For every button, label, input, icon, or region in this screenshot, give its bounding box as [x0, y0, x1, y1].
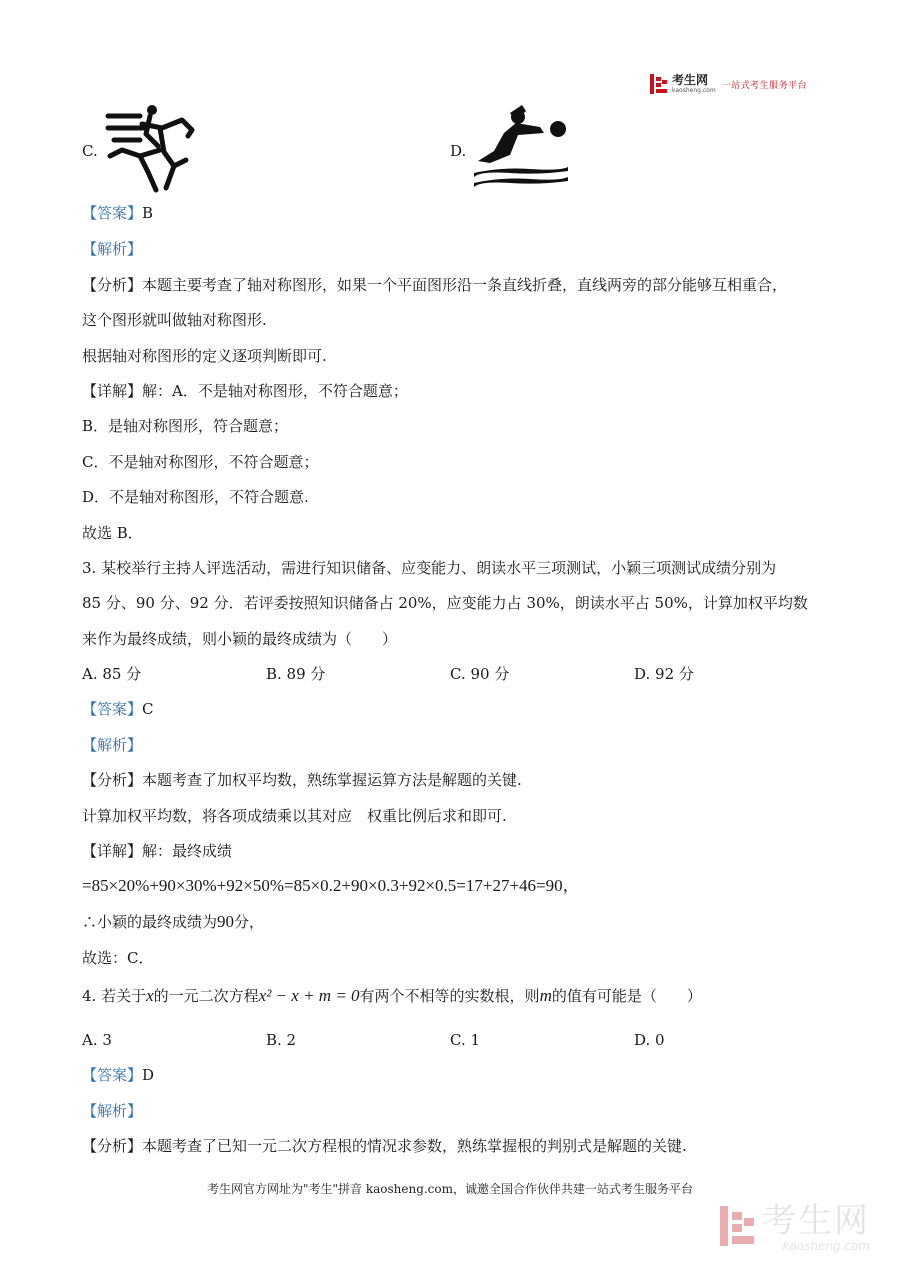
- watermark-logo-icon: [720, 1206, 756, 1250]
- q2-detail-a: [82, 381, 408, 401]
- q4-mid1: 的一元二次方程: [153, 987, 259, 1005]
- q2-answer: [82, 203, 153, 223]
- q2-detail-b: B．是轴对称图形，符合题意；: [82, 417, 289, 435]
- therefore-post: 分，: [234, 913, 265, 931]
- q2-option-d-label: D.: [450, 142, 467, 160]
- detail-tag: 【详解】: [82, 842, 143, 860]
- q2-method: 根据轴对称图形的定义逐项判断即可.: [82, 347, 327, 365]
- therefore-pre: ∴小颖的最终成绩为: [82, 913, 218, 931]
- q3-stem-line1: 3. 某校举行主持人评选活动，需进行知识储备、应变能力、朗读水平三项测试，小颖三项测试成绩分别为: [82, 559, 777, 577]
- q3-stem-line2: 85 分、90 分、92 分．若评委按照知识储备占 20%，应变能力占 30%，朗读水平占 50%，计算加权平均数: [82, 594, 808, 612]
- q3-formula: =85×20%+90×30%+92×50%=85×0.2+90×0.3+92×0.5=17+27+46=90，: [82, 876, 580, 895]
- header-slogan: 一站式考生服务平台: [721, 80, 808, 91]
- logo-name: 考生网: [672, 73, 709, 87]
- q2-option-c-label: C.: [82, 142, 98, 160]
- q4-option-c: C. 1: [450, 1031, 481, 1049]
- fenxi-tag: 【分析】: [82, 771, 143, 789]
- header-logo: [650, 74, 807, 94]
- q2-analysis-tag: 【解析】: [82, 240, 143, 258]
- fenxi-text: 本题主要考查了轴对称图形，如果一个平面图形沿一条直线折叠，直线两旁的部分能够互相重合，: [142, 276, 788, 294]
- watermark-name: 考生网: [762, 1201, 870, 1241]
- detail-tag: 【详解】: [82, 382, 143, 400]
- q2-conclusion: 故选 B．: [82, 524, 143, 542]
- q3-method: 计算加权平均数，将各项成绩乘以其对应 权重比例后求和即可.: [82, 807, 507, 825]
- q4-mid2: 有两个不相等的实数根，则: [359, 987, 540, 1005]
- fenxi-tag: 【分析】: [82, 1137, 143, 1155]
- q3-conclusion: 故选：C．: [82, 949, 154, 967]
- answer-value: C: [142, 700, 154, 718]
- q3-option-c: C. 90 分: [450, 665, 510, 683]
- q2-fenxi-line1: [82, 275, 787, 295]
- q4-prefix: 4. 若关于: [82, 987, 147, 1005]
- q4-suffix: 的值有可能是（ ）: [551, 987, 702, 1005]
- q4-stem: [82, 986, 702, 1006]
- q4-option-b: B. 2: [266, 1031, 297, 1049]
- fenxi-tag: 【分析】: [82, 276, 143, 294]
- answer-value: B: [142, 204, 154, 222]
- watermark-url: kaosheng.com: [782, 1239, 870, 1253]
- q4-equation: x² − x + m = 0: [258, 986, 360, 1005]
- q3-analysis-tag: 【解析】: [82, 736, 143, 754]
- q3-therefore: [82, 912, 264, 932]
- answer-tag: 【答案】: [82, 1066, 143, 1084]
- q2-fenxi-line2: 这个图形就叫做轴对称图形.: [82, 311, 267, 329]
- q4-answer: [82, 1065, 154, 1085]
- detail-text: 解：A．不是轴对称图形，不符合题意；: [142, 382, 408, 400]
- answer-tag: 【答案】: [82, 204, 143, 222]
- q3-option-d: D. 92 分: [634, 665, 694, 683]
- detail-text: 解：最终成绩: [142, 842, 233, 860]
- q4-analysis-tag: 【解析】: [82, 1102, 143, 1120]
- fenxi-text: 本题考查了加权平均数，熟练掌握运算方法是解题的关键.: [142, 771, 522, 789]
- fenxi-text: 本题考查了已知一元二次方程根的情况求参数，熟练掌握根的判别式是解题的关键.: [142, 1137, 687, 1155]
- q3-option-b: B. 89 分: [266, 665, 326, 683]
- q3-detail-intro: [82, 841, 232, 861]
- q3-stem-line3: 来作为最终成绩，则小颖的最终成绩为（ ）: [82, 630, 398, 648]
- page-footer: 考生网官方网址为"考生"拼音 kaosheng.com，诚邀全国合作伙伴共建一站式考生服务平台: [206, 1182, 694, 1196]
- watermark: [720, 1203, 870, 1253]
- q4-option-d: D. 0: [634, 1031, 665, 1049]
- water-polo-pictogram-icon: [470, 103, 570, 195]
- q3-fenxi: [82, 770, 522, 790]
- logo-url: kaosheng.com: [672, 87, 716, 94]
- q4-var-x: x: [146, 986, 154, 1005]
- q4-fenxi: [82, 1136, 687, 1156]
- kaosheng-logo-icon: [650, 74, 668, 94]
- q4-var-m: m: [539, 986, 552, 1005]
- q2-detail-d: D．不是轴对称图形，不符合题意.: [82, 488, 309, 506]
- equestrian-pictogram-icon: [100, 100, 200, 198]
- answer-tag: 【答案】: [82, 700, 143, 718]
- therefore-num: 90: [217, 912, 235, 931]
- q2-detail-c: C．不是轴对称图形，不符合题意；: [82, 453, 319, 471]
- q3-answer: [82, 699, 154, 719]
- answer-value: D: [142, 1066, 155, 1084]
- q4-option-a: A. 3: [82, 1031, 112, 1049]
- q3-option-a: A. 85 分: [82, 665, 142, 683]
